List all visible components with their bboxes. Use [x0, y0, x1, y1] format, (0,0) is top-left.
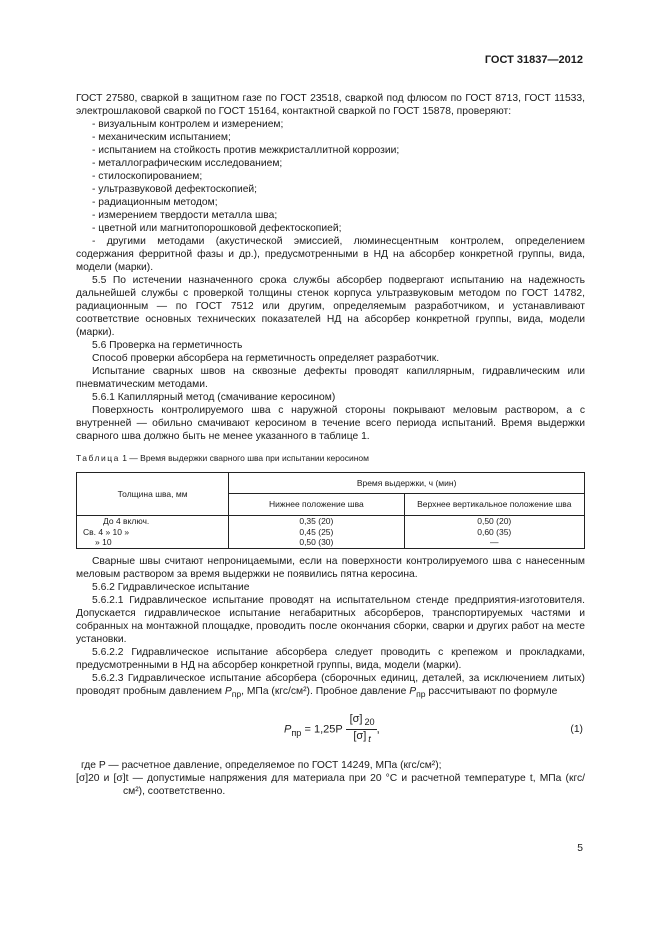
list-item: - радиационным методом; — [92, 197, 218, 208]
table-header-upper: Верхнее вертикальное положение шва — [404, 494, 584, 516]
table-row — [77, 527, 585, 538]
p-symbol: P — [224, 685, 232, 697]
section-5-6-1-heading: 5.6.1 Капиллярный метод (смачивание керосином) — [92, 392, 336, 403]
table-header-lower: Нижнее положение шва — [229, 494, 404, 516]
legend-p: где P — расчетное давление, определяемое по ГОСТ 14249, МПа (кгс/см²); — [81, 759, 442, 771]
table-cell-thickness: Св. 4 » 10 » — [77, 527, 229, 538]
section-5-6-1-text: Поверхность контролируемого шва с наружной стороны покрывают меловым раствором, а с внутренней — обильно смачивают керосином в течение всего периода испытаний. Время выдержки сварного шва должно быть не менее указанного в таблице 1. — [76, 405, 585, 442]
legend-sigma: [σ]20 и [σ]t — допустимые напряжения для материала при 20 °С и расчетной температуре t, МПа (кгс/см²), соответственно. — [76, 772, 585, 797]
section-5-6-2-2: 5.6.2.2 Гидравлическое испытание абсорбера следует проводить с крепежом и прокладками, предусмотренными в НД на абсорбер конкретной группы, вида, модели (марки). — [76, 646, 585, 671]
section-5-6-heading: 5.6 Проверка на герметичность — [92, 340, 243, 351]
list-item: - испытанием на стойкость против межкристаллитной коррозии; — [92, 145, 400, 156]
table-header-thickness: Толщина шва, мм — [77, 473, 229, 516]
section-5-6-2-3: 5.6.2.3 Гидравлическое испытание абсорбера (сборочных единиц, деталей, за исключением литых) проводят пробным давлением $P_{пр}$, МПа (кгс/см²). Пробное давление $P_{пр}$ рассчитывают по формуле — [76, 672, 585, 699]
p-subscript: пр — [416, 688, 426, 699]
table-caption — [76, 452, 585, 465]
intro-paragraph: ГОСТ 27580, сваркой в защитном газе по ГОСТ 23518, сваркой под флюсом по ГОСТ 8713, ГОСТ 11533, электрошлаковой сваркой по ГОСТ 15164, контактной сваркой по ГОСТ 15878, проверяют: — [76, 93, 585, 117]
list-item: - измерением твердости металла шва; — [92, 210, 278, 221]
formula-legend — [76, 759, 585, 798]
methods-list — [76, 118, 585, 274]
document-header-id: ГОСТ 31837—2012 — [484, 54, 583, 66]
table-caption-label: Таблица — [76, 453, 120, 463]
section-5-6-2-1: 5.6.2.1 Гидравлическое испытание проводят на испытательном стенде предприятия-изготовителя. Допускается гидравлическое испытание негабаритных абсорберов, транспортируемых частями и собранных на монтажной площадке, проводить после окончания сборки, сварки и других работ на месте установки. — [76, 594, 585, 645]
list-item: - визуальным контролем и измерением; — [92, 119, 284, 130]
table-cell-lower: 0,35 (20) — [229, 516, 404, 527]
table-caption-text: 1 — Время выдержки сварного шва при испытании керосином — [122, 453, 370, 463]
formula-number: (1) — [570, 723, 583, 735]
section-5-6-2-heading: 5.6.2 Гидравлическое испытание — [92, 581, 250, 593]
table-cell-upper: 0,50 (20) — [404, 516, 584, 527]
list-item: - ультразвуковой дефектоскопией; — [92, 184, 258, 195]
p-subscript: пр — [231, 688, 242, 699]
formula-expression: $P_{пр} = 1,25P$ $\frac{[\sigma] _{20}}{[\sigma] _t}$ , — [284, 712, 380, 744]
table-cell-upper: 0,60 (35) — [404, 527, 584, 538]
document-body — [76, 92, 585, 798]
list-item: - механическим испытанием; — [92, 132, 231, 143]
kerosene-table — [76, 472, 585, 549]
table-cell-lower: 0,45 (25) — [229, 527, 404, 538]
table-cell-upper: — — [404, 537, 584, 548]
table-cell-lower: 0,50 (30) — [229, 537, 404, 548]
table-cell-thickness: До 4 включ. — [77, 516, 229, 527]
list-item: - металлографическим исследованием; — [92, 158, 283, 169]
section-5-5: 5.5 По истечении назначенного срока службы абсорбер подвергают испытанию на надежность дальнейшей службы с проверкой толщины стенок корпуса ультразвуковым методом по ГОСТ 14782, радиационным — по ГОСТ 7512 или другим, определяемым разработчиком, и устанавливают соответствие основных технических показателей НД на абсорбер конкретной группы, вида, модели (марки). — [76, 275, 585, 338]
list-item: - цветной или магнитопорошковой дефектоскопией; — [92, 223, 342, 234]
section-5-6-text-a: Способ проверки абсорбера на герметичность определяет разработчик. — [92, 353, 440, 364]
formula-fraction: $\frac{[\sigma] _{20}}{[\sigma] _t}$ — [346, 713, 377, 746]
table-header-time: Время выдержки, ч (мин) — [229, 473, 585, 494]
formula-block — [76, 705, 585, 755]
list-item: - другими методами (акустической эмиссией, люминесцентным контролем, определением содержания ферритной фазы и др.), предусмотренными в НД на абсорбер конкретной группы, вида, модели (марки). — [76, 236, 585, 273]
table-row — [77, 537, 585, 548]
page-number: 5 — [577, 843, 583, 854]
section-5-6-text-b: Испытание сварных швов на сквозные дефекты проводят капиллярным, гидравлическим или пневматическим методами. — [76, 366, 585, 390]
after-table-paragraph: Сварные швы считают непроницаемыми, если на поверхности контролируемого шва с нанесенным меловым раствором за время выдержки не появились пятна керосина. — [76, 555, 585, 580]
table-cell-thickness: » 10 — [77, 537, 229, 548]
list-item: - стилоскопированием; — [92, 171, 203, 182]
table-row — [77, 516, 585, 527]
p-symbol: P — [409, 685, 417, 697]
